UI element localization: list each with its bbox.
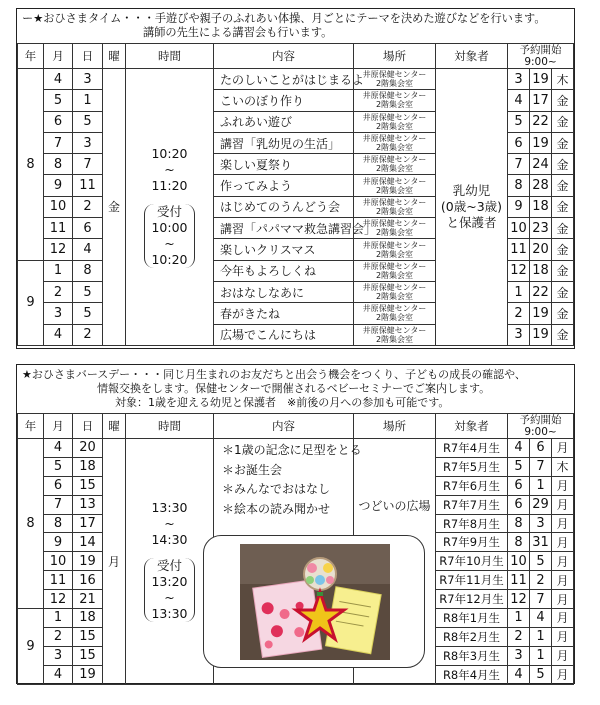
start-month-cell: 6 [508,495,530,514]
start-day-cell: 22 [530,281,552,302]
start-month-cell: 9 [508,196,530,217]
reception-end: 10:20 [151,251,188,267]
header-weekday: 曜 [103,44,126,69]
time-start: 10:20 [151,145,188,161]
start-day-cell: 2 [530,571,552,590]
header-day: 日 [73,44,103,69]
ohisama-time-panel [16,8,575,349]
target-cell: R8年1月生 [436,609,508,628]
month-cell: 11 [44,571,73,590]
month-cell: 12 [44,590,73,609]
start-month-cell: 12 [508,590,530,609]
place-cell: 井原保健センター 2階集会室 [354,281,436,302]
month-cell: 2 [44,627,73,646]
intro-line-2: 情報交換をします。保健センターで開催されるベビーセミナーでご案内します。 [97,382,491,396]
day-cell: 18 [73,457,103,476]
month-cell: 2 [44,281,73,302]
table-header-row [18,414,574,439]
target-cell: R7年6月生 [436,476,508,495]
start-weekday-cell: 金 [552,239,574,260]
content-cell: 講習「乳幼児の生活」 [214,132,354,153]
day-cell: 7 [73,154,103,175]
start-day-cell: 5 [530,552,552,571]
start-weekday-cell: 月 [552,514,574,533]
day-cell: 3 [73,69,103,90]
weekday-cell: 金 [103,69,126,346]
target-cell: R7年8月生 [436,514,508,533]
start-month-cell: 1 [508,281,530,302]
time-cell [126,439,214,685]
day-cell: 15 [73,476,103,495]
start-weekday-cell: 月 [552,439,574,458]
day-cell: 18 [73,609,103,628]
reception-end: 13:30 [151,606,188,622]
table-header-row [18,44,574,69]
month-cell: 9 [44,533,73,552]
time-end: 14:30 [151,532,188,548]
content-cell: たのしいことがはじまるよ [214,69,354,90]
day-cell: 11 [73,175,103,196]
target-cell: R7年4月生 [436,439,508,458]
year-cell: 8 [18,69,44,261]
day-cell: 21 [73,590,103,609]
target-cell: R8年2月生 [436,627,508,646]
intro-line-1: ★おひさまバースデー・・・同じ月生まれのお友だちと出会う機会をつくり、子どもの成長の確認や、 [22,368,526,381]
month-cell: 1 [44,260,73,281]
start-month-cell: 8 [508,533,530,552]
start-month-cell: 1 [508,609,530,628]
place-cell: 井原保健センター 2階集会室 [354,239,436,260]
header-target: 対象者 [436,414,508,439]
header-year: 年 [18,44,44,69]
content-cell: 広場でこんにちは [214,324,354,345]
target-cell: R8年4月生 [436,665,508,684]
reception-box [144,204,194,268]
month-cell: 10 [44,196,73,217]
day-cell: 16 [73,571,103,590]
day-cell: 3 [73,132,103,153]
start-day-cell: 18 [530,260,552,281]
content-cell: 春がきたね [214,303,354,324]
place-cell: 井原保健センター 2階集会室 [354,111,436,132]
content-cell: 楽しいクリスマス [214,239,354,260]
month-cell: 6 [44,476,73,495]
start-day-cell: 1 [530,627,552,646]
ohisama-birthday-panel [16,364,575,684]
start-day-cell: 19 [530,324,552,345]
start-weekday-cell: 月 [552,609,574,628]
place-cell: 井原保健センター 2階集会室 [354,324,436,345]
start-weekday-cell: 金 [552,175,574,196]
start-day-cell: 7 [530,590,552,609]
place-cell: 井原保健センター 2階集会室 [354,132,436,153]
day-cell: 20 [73,439,103,458]
month-cell: 7 [44,495,73,514]
target-cell: 乳幼児 (0歳~3歳) と保護者 [436,69,508,346]
header-reservation-start: 予約開始 9:00~ [508,414,574,439]
start-weekday-cell: 金 [552,303,574,324]
place-cell: 井原保健センター 2階集会室 [354,175,436,196]
start-day-cell: 19 [530,69,552,90]
start-weekday-cell: 月 [552,495,574,514]
day-cell: 8 [73,260,103,281]
content-cell: 作ってみよう [214,175,354,196]
ohisama-birthday-intro [17,365,574,411]
start-month-cell: 4 [508,439,530,458]
month-cell: 8 [44,514,73,533]
place-cell: 井原保健センター 2階集会室 [354,90,436,111]
header-content: 内容 [214,44,354,69]
reception-tilde: ~ [164,590,175,606]
time-tilde: ~ [164,161,175,177]
start-month-cell: 8 [508,175,530,196]
month-cell: 1 [44,609,73,628]
start-month-cell: 12 [508,260,530,281]
start-day-cell: 1 [530,476,552,495]
day-cell: 19 [73,552,103,571]
start-month-cell: 10 [508,218,530,239]
month-cell: 4 [44,439,73,458]
reception-label: 受付 [156,203,182,219]
month-cell: 9 [44,175,73,196]
content-cell: こいのぼり作り [214,90,354,111]
day-cell: 13 [73,495,103,514]
reception-start: 10:00 [151,219,188,235]
start-month-cell: 11 [508,239,530,260]
start-month-cell: 6 [508,476,530,495]
day-cell: 5 [73,111,103,132]
year-cell: 9 [18,609,44,685]
target-cell: R7年12月生 [436,590,508,609]
month-cell: 12 [44,239,73,260]
start-month-cell: 3 [508,646,530,665]
place-cell: 井原保健センター 2階集会室 [354,303,436,324]
start-month-cell: 2 [508,627,530,646]
day-cell: 5 [73,281,103,302]
start-day-cell: 1 [530,646,552,665]
time-end: 11:20 [151,177,188,193]
birthday-photo-image [240,544,390,660]
header-weekday: 曜 [103,414,126,439]
day-cell: 2 [73,196,103,217]
month-cell: 3 [44,646,73,665]
intro-line-2: 講師の先生による講習会も行います。 [143,26,333,39]
start-weekday-cell: 金 [552,196,574,217]
day-cell: 15 [73,646,103,665]
start-day-cell: 20 [530,239,552,260]
reception-label: 受付 [156,558,182,574]
start-weekday-cell: 金 [552,260,574,281]
start-day-cell: 17 [530,90,552,111]
start-weekday-cell: 金 [552,90,574,111]
start-month-cell: 7 [508,154,530,175]
start-weekday-cell: 月 [552,476,574,495]
header-year: 年 [18,414,44,439]
target-cell: R7年9月生 [436,533,508,552]
month-cell: 4 [44,69,73,90]
start-month-cell: 3 [508,324,530,345]
start-day-cell: 19 [530,303,552,324]
content-item: ＊絵本の読み聞かせ [222,501,331,516]
start-month-cell: 10 [508,552,530,571]
month-cell: 8 [44,154,73,175]
intro-line-3: 対象：1歳を迎える幼児と保護者 ※前後の月への参加も可能です。 [115,396,450,410]
start-day-cell: 23 [530,218,552,239]
start-weekday-cell: 月 [552,533,574,552]
start-month-cell: 4 [508,90,530,111]
day-cell: 17 [73,514,103,533]
header-reservation-start: 予約開始 9:00~ [508,44,574,69]
header-place: 場所 [354,44,436,69]
header-day: 日 [73,414,103,439]
start-day-cell: 22 [530,111,552,132]
month-cell: 3 [44,303,73,324]
place-cell: 井原保健センター 2階集会室 [354,218,436,239]
target-cell: R7年11月生 [436,571,508,590]
start-weekday-cell: 木 [552,457,574,476]
header-target: 対象者 [436,44,508,69]
header-month: 月 [44,414,73,439]
start-weekday-cell: 月 [552,590,574,609]
time-start: 13:30 [151,500,188,516]
place-cell: つどいの広場 [354,439,436,685]
header-time: 時間 [126,414,214,439]
reception-box [144,558,194,622]
day-cell: 15 [73,627,103,646]
header-time: 時間 [126,44,214,69]
ohisama-time-intro [17,9,574,40]
start-weekday-cell: 月 [552,646,574,665]
start-month-cell: 2 [508,303,530,324]
target-cell: R8年3月生 [436,646,508,665]
start-weekday-cell: 月 [552,627,574,646]
time-tilde: ~ [164,516,175,532]
photo-frame [203,535,425,668]
place-cell: 井原保健センター 2階集会室 [354,69,436,90]
content-cell: 楽しい夏祭り [214,154,354,175]
schedule-row [18,69,574,90]
time-cell [126,69,214,346]
start-month-cell: 4 [508,665,530,684]
start-weekday-cell: 金 [552,218,574,239]
schedule-row [18,439,574,458]
start-weekday-cell: 月 [552,552,574,571]
reception-tilde: ~ [164,235,175,251]
content-cell: 今年もよろしくね [214,260,354,281]
start-day-cell: 19 [530,132,552,153]
target-cell: R7年10月生 [436,552,508,571]
year-cell: 8 [18,439,44,609]
month-cell: 5 [44,457,73,476]
content-item: ＊みんなでおはなし [222,482,331,496]
start-month-cell: 11 [508,571,530,590]
day-cell: 1 [73,90,103,111]
header-content: 内容 [214,414,354,439]
content-cell: 講習「パパママ救急講習会」 [214,218,354,239]
month-cell: 11 [44,218,73,239]
start-month-cell: 3 [508,69,530,90]
start-weekday-cell: 金 [552,281,574,302]
month-cell: 7 [44,132,73,153]
reception-start: 13:20 [151,574,188,590]
content-cell: おはなしなあに [214,281,354,302]
day-cell: 5 [73,303,103,324]
header-place: 場所 [354,414,436,439]
header-month: 月 [44,44,73,69]
start-day-cell: 5 [530,665,552,684]
start-weekday-cell: 木 [552,69,574,90]
ohisama-time-table [17,43,574,346]
start-day-cell: 4 [530,609,552,628]
month-cell: 10 [44,552,73,571]
day-cell: 2 [73,324,103,345]
content-item: ＊お誕生会 [222,462,283,477]
start-day-cell: 3 [530,514,552,533]
start-day-cell: 28 [530,175,552,196]
month-cell: 6 [44,111,73,132]
start-month-cell: 5 [508,111,530,132]
target-cell: R7年7月生 [436,495,508,514]
start-month-cell: 5 [508,457,530,476]
start-weekday-cell: 月 [552,665,574,684]
month-cell: 4 [44,665,73,684]
start-weekday-cell: 金 [552,324,574,345]
start-weekday-cell: 金 [552,132,574,153]
place-cell: 井原保健センター 2階集会室 [354,260,436,281]
start-weekday-cell: 金 [552,111,574,132]
start-weekday-cell: 金 [552,154,574,175]
start-day-cell: 7 [530,457,552,476]
weekday-cell: 月 [103,439,126,685]
start-day-cell: 31 [530,533,552,552]
day-cell: 4 [73,239,103,260]
start-day-cell: 18 [530,196,552,217]
intro-line-1: ー★おひさまタイム・・・手遊びや親子のふれあい体操、月ごとにテーマを決めた遊びなどを行います。 [22,12,546,25]
day-cell: 6 [73,218,103,239]
target-cell: R7年5月生 [436,457,508,476]
year-cell: 9 [18,260,44,345]
content-cell: はじめてのうんどう会 [214,196,354,217]
start-day-cell: 29 [530,495,552,514]
start-month-cell: 8 [508,514,530,533]
day-cell: 19 [73,665,103,684]
content-item: ＊1歳の記念に足型をとる [222,443,362,457]
start-day-cell: 24 [530,154,552,175]
place-cell: 井原保健センター 2階集会室 [354,196,436,217]
day-cell: 14 [73,533,103,552]
place-cell: 井原保健センター 2階集会室 [354,154,436,175]
content-cell: ふれあい遊び [214,111,354,132]
month-cell: 5 [44,90,73,111]
start-day-cell: 6 [530,439,552,458]
start-weekday-cell: 月 [552,571,574,590]
start-month-cell: 6 [508,132,530,153]
month-cell: 4 [44,324,73,345]
